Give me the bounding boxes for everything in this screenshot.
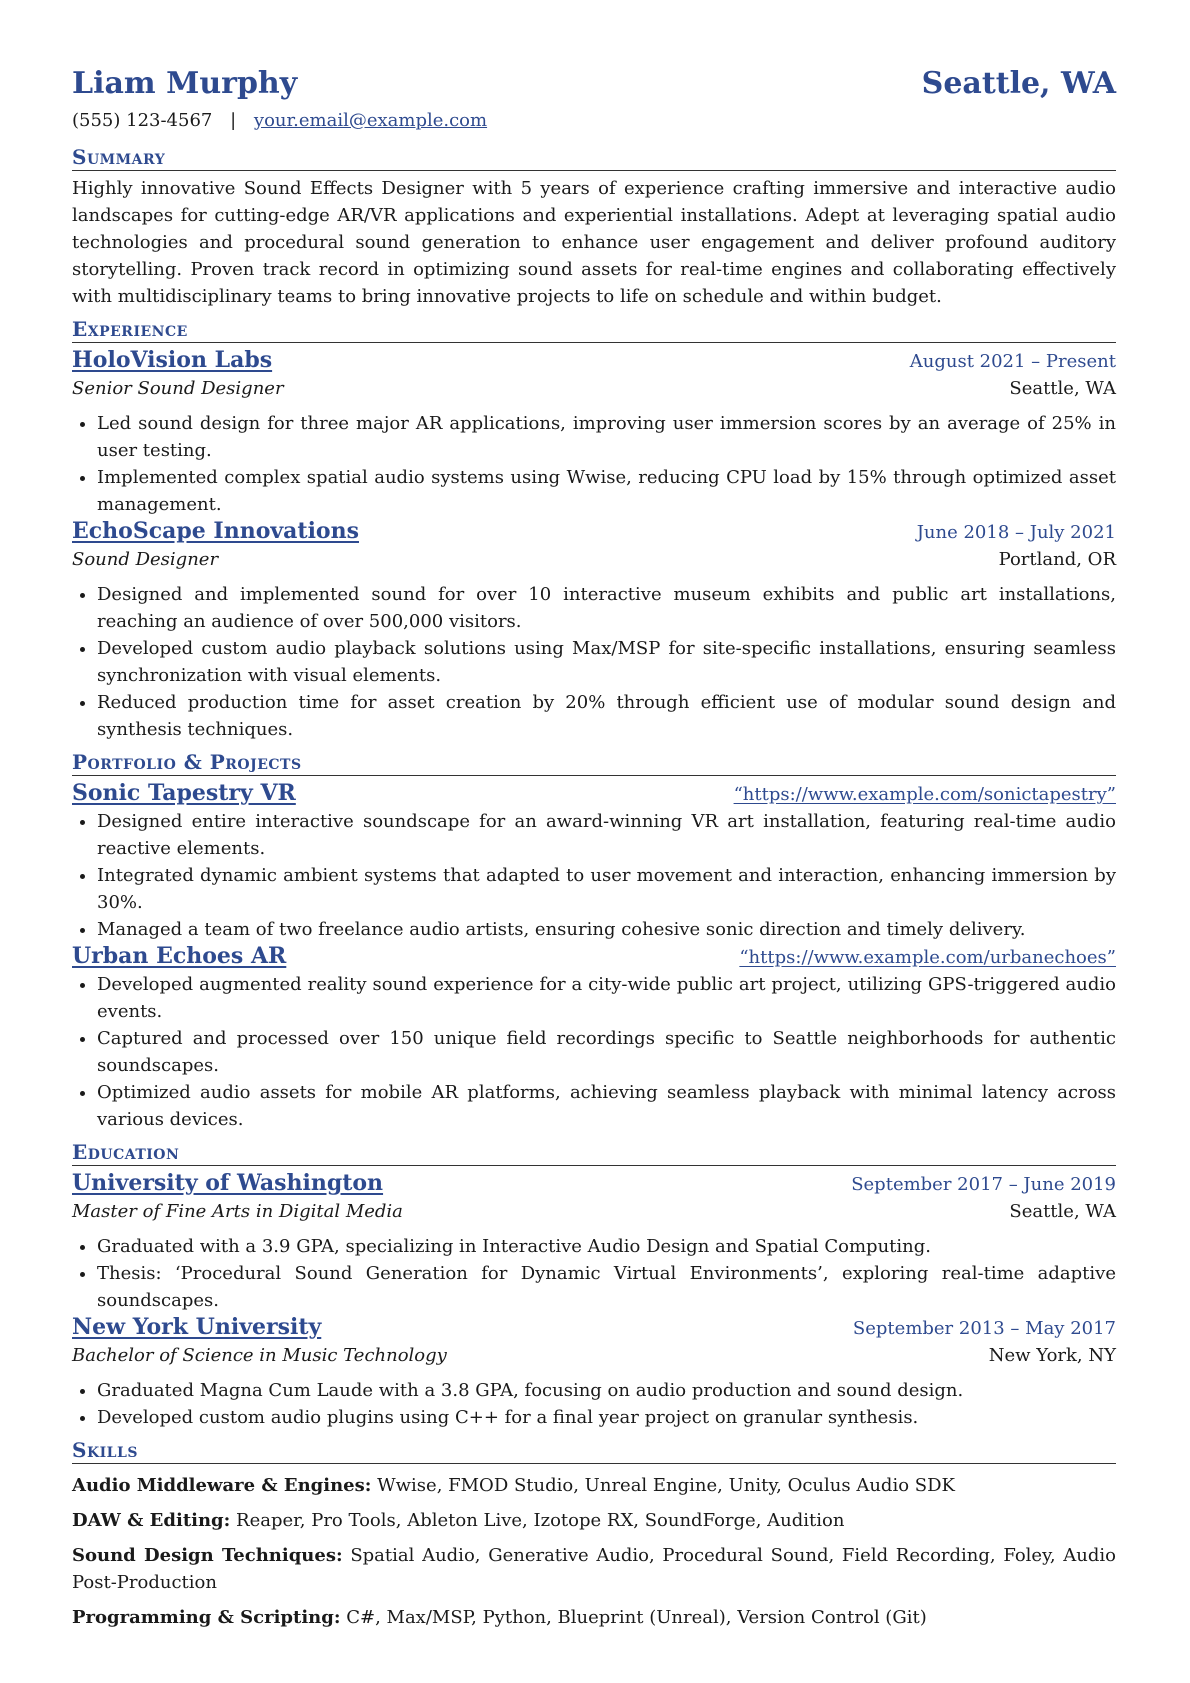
- job-location: Portland, OR: [998, 549, 1116, 570]
- section-title-projects: Portfolio & Projects: [72, 749, 1116, 776]
- bullet-item: Integrated dynamic ambient systems that adapted to user movement and interaction, enhancing immersion by 30%.: [72, 862, 1116, 916]
- candidate-name: Liam Murphy: [72, 66, 298, 101]
- skill-row: [72, 1507, 1116, 1534]
- skill-row: [72, 1604, 1116, 1631]
- section-title-skills: Skills: [72, 1437, 1116, 1464]
- project-url-link[interactable]: “https://www.example.com/sonictapestry”: [733, 784, 1116, 805]
- school-link[interactable]: University of Washington: [72, 1170, 384, 1196]
- job-title: Sound Designer: [72, 549, 219, 570]
- bullet-item: Graduated with a 3.9 GPA, specializing in Interactive Audio Design and Spatial Computing.: [72, 1233, 1116, 1260]
- contact-line: [72, 108, 1116, 134]
- summary-section: [72, 144, 1116, 310]
- employer-link[interactable]: EchoScape Innovations: [72, 518, 359, 544]
- school-location: New York, NY: [988, 1345, 1116, 1366]
- education-entry: [72, 1170, 1116, 1314]
- bullet-item: Reduced production time for asset creation by 20% through efficient use of modular sound design and synthesis techniques.: [72, 689, 1116, 743]
- experience-section: [72, 316, 1116, 743]
- bullet-item: Designed and implemented sound for over 10 interactive museum exhibits and public art installations, reaching an audience of over 500,000 visitors.: [72, 581, 1116, 635]
- job-title: Senior Sound Designer: [72, 378, 284, 399]
- bullet-item: Managed a team of two freelance audio artists, ensuring cohesive sonic direction and timely delivery.: [72, 916, 1116, 943]
- degree: Master of Fine Arts in Digital Media: [72, 1201, 403, 1222]
- skill-value: Reaper, Pro Tools, Ableton Live, Izotope RX, SoundForge, Audition: [236, 1510, 845, 1531]
- bullet-list: [72, 1233, 1116, 1314]
- resume-header: [72, 64, 1116, 104]
- bullet-item: Developed augmented reality sound experience for a city-wide public art project, utilizing GPS-triggered audio events.: [72, 971, 1116, 1025]
- summary-text: Highly innovative Sound Effects Designer with 5 years of experience crafting immersive and interactive audio landscapes for cutting-edge AR/VR applications and experiential installations. Adept at leveraging spatial audio technologies and procedural sound generation to enhance user engagement and deliver profound auditory storytelling. Proven track record in optimizing sound assets for real-time engines and collaborating effectively with multidisciplinary teams to bring innovative projects to life on schedule and within budget.: [72, 178, 1116, 307]
- school-link[interactable]: New York University: [72, 1314, 322, 1340]
- degree: Bachelor of Science in Music Technology: [72, 1345, 447, 1366]
- email-link[interactable]: your.email@example.com: [253, 110, 488, 131]
- bullet-list: [72, 971, 1116, 1133]
- skill-label: Audio Middleware & Engines:: [72, 1475, 372, 1496]
- bullet-item: Thesis: ‘Procedural Sound Generation for Dynamic Virtual Environments’, exploring real-time adaptive soundscapes.: [72, 1260, 1116, 1314]
- skill-value: Wwise, FMOD Studio, Unreal Engine, Unity, Oculus Audio SDK: [377, 1475, 955, 1496]
- education-section: [72, 1139, 1116, 1431]
- skill-label: DAW & Editing:: [72, 1510, 231, 1531]
- bullet-item: Developed custom audio plugins using C++ for a final year project on granular synthesis.: [72, 1404, 1116, 1431]
- skill-row: [72, 1472, 1116, 1499]
- contact-separator: |: [230, 110, 237, 131]
- employment-dates: August 2021 – Present: [909, 351, 1116, 372]
- project-url-link[interactable]: “https://www.example.com/urbanechoes”: [739, 947, 1116, 968]
- section-title-summary: Summary: [72, 144, 1116, 171]
- project-name-link[interactable]: Sonic Tapestry VR: [72, 780, 296, 806]
- bullet-item: Implemented complex spatial audio systems using Wwise, reducing CPU load by 15% through optimized asset management.: [72, 464, 1116, 518]
- education-dates: September 2013 – May 2017: [852, 1318, 1116, 1339]
- bullet-list: [72, 808, 1116, 943]
- bullet-item: Optimized audio assets for mobile AR platforms, achieving seamless playback with minimal latency across various devices.: [72, 1079, 1116, 1133]
- bullet-item: Graduated Magna Cum Laude with a 3.8 GPA, focusing on audio production and sound design.: [72, 1377, 1116, 1404]
- projects-section: [72, 749, 1116, 1133]
- project-name-link[interactable]: Urban Echoes AR: [72, 943, 287, 969]
- skills-section: [72, 1437, 1116, 1631]
- phone-number: (555) 123-4567: [72, 110, 213, 131]
- section-title-experience: Experience: [72, 316, 1116, 343]
- project-entry: [72, 780, 1116, 943]
- bullet-item: Designed entire interactive soundscape for an award-winning VR art installation, featuring real-time audio reactive elements.: [72, 808, 1116, 862]
- section-title-education: Education: [72, 1139, 1116, 1166]
- bullet-list: [72, 581, 1116, 743]
- experience-entry: [72, 518, 1116, 743]
- skill-value: C#, Max/MSP, Python, Blueprint (Unreal), Version Control (Git): [346, 1607, 927, 1628]
- bullet-list: [72, 410, 1116, 518]
- bullet-item: Developed custom audio playback solutions using Max/MSP for site-specific installations, ensuring seamless synchronization with visual elements.: [72, 635, 1116, 689]
- skill-label: Sound Design Techniques:: [72, 1545, 343, 1566]
- employer-link[interactable]: HoloVision Labs: [72, 347, 273, 373]
- experience-entry: [72, 347, 1116, 518]
- education-dates: September 2017 – June 2019: [851, 1174, 1116, 1195]
- education-entry: [72, 1314, 1116, 1431]
- job-location: Seattle, WA: [1009, 378, 1116, 399]
- skill-value: Spatial Audio, Generative Audio, Procedural Sound, Field Recording, Foley, Audio Post-Production: [72, 1545, 1116, 1593]
- employment-dates: June 2018 – July 2021: [916, 522, 1116, 543]
- bullet-item: Led sound design for three major AR applications, improving user immersion scores by an average of 25% in user testing.: [72, 410, 1116, 464]
- project-entry: [72, 943, 1116, 1133]
- skill-row: [72, 1542, 1116, 1596]
- candidate-location: Seattle, WA: [921, 66, 1116, 101]
- bullet-item: Captured and processed over 150 unique field recordings specific to Seattle neighborhoods for authentic soundscapes.: [72, 1025, 1116, 1079]
- skill-label: Programming & Scripting:: [72, 1607, 341, 1628]
- school-location: Seattle, WA: [1009, 1201, 1116, 1222]
- bullet-list: [72, 1377, 1116, 1431]
